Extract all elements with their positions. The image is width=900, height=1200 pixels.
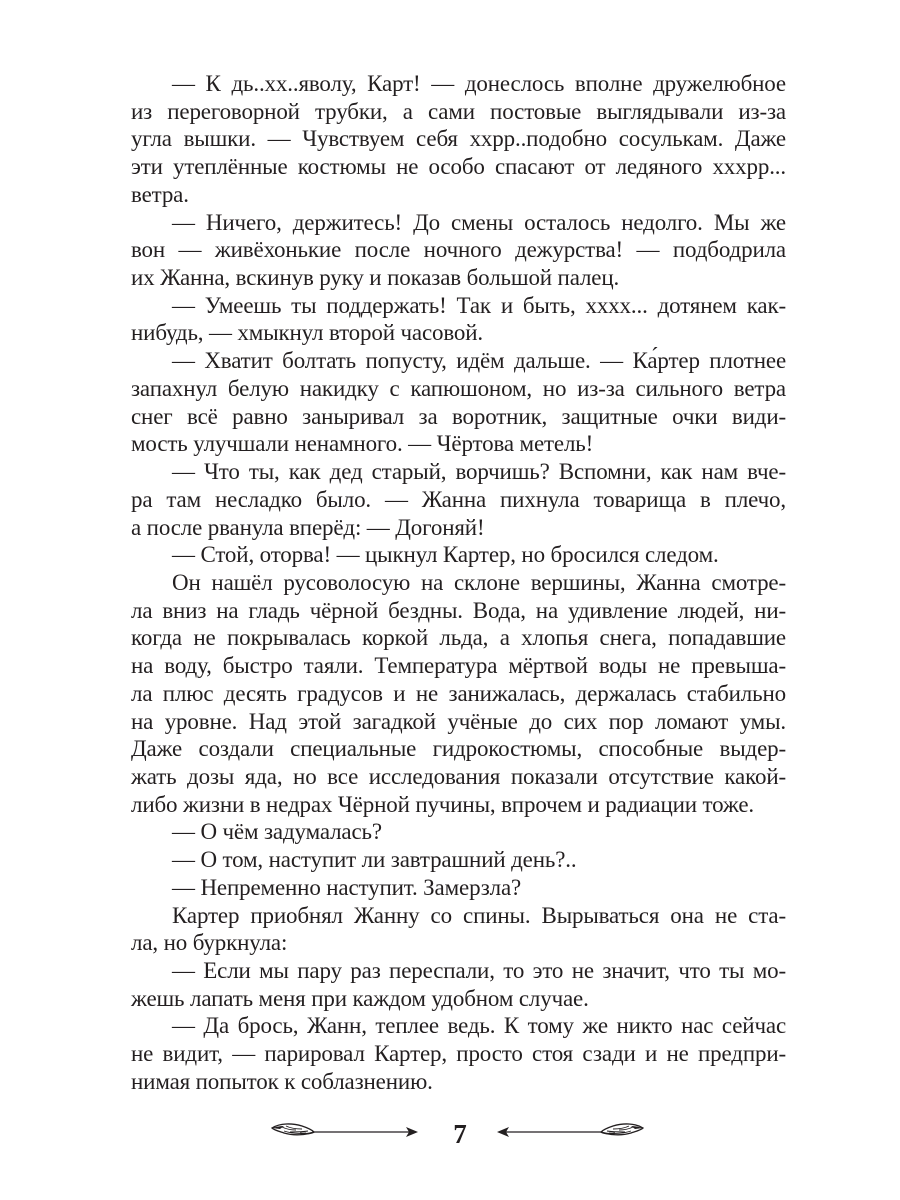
text-line: — Хватит болтать попусту, идём дальше. — Ка́ртер плотнее bbox=[172, 348, 786, 374]
text-line: — Если мы пару раз переспали, то это не значит, что ты мо- bbox=[172, 958, 786, 983]
text-line: а после рванула вперёд: — Догоняй! bbox=[131, 514, 485, 540]
text-line: ла, но буркнула: bbox=[131, 930, 288, 956]
text-line: — Умеешь ты поддержать! Так и быть, хххх... дотянем как- bbox=[172, 292, 786, 318]
text-line: — Стой, оторва! — цыкнул Картер, но бросился следом. bbox=[172, 542, 719, 568]
text-line: угла вышки. — Чувствуем себя ххрр..подобно сосулькам. Даже bbox=[131, 126, 786, 152]
text-line: их Жанна, вскинув руку и показав большой палец. bbox=[131, 265, 620, 291]
text-line: эти утеплённые костюмы не особо спасают от ледяного хххрр... bbox=[131, 154, 786, 180]
page-number: 7 bbox=[453, 1119, 467, 1149]
text-line: ветра. bbox=[131, 181, 189, 207]
body-text bbox=[131, 70, 786, 1096]
feather-arrow-left-icon bbox=[495, 1120, 645, 1142]
text-line: нибудь, — хмыкнул второй часовой. bbox=[131, 320, 484, 346]
text-line: — Непременно наступит. Замерзла? bbox=[172, 874, 522, 900]
text-line: ра там несладко было. — Жанна пихнула товарища в плечо, bbox=[131, 486, 786, 512]
text-line: жешь лапать меня при каждом удобном случае. bbox=[131, 985, 589, 1011]
page-footer bbox=[0, 1112, 900, 1160]
text-line: либо жизни в недрах Чёрной пучины, впрочем и радиации тоже. bbox=[131, 791, 755, 817]
text-line: вон — живёхонькие после ночного дежурства! — подбодрила bbox=[131, 237, 786, 263]
text-line: — К дь..хх..яволу, Карт! — донеслось вполне дружелюбное bbox=[172, 71, 786, 96]
text-line: ла плюс десять градусов и не занижалась, держалась стабильно bbox=[131, 680, 786, 706]
text-line: запахнул белую накидку с капюшоном, но из-за сильного ветра bbox=[131, 375, 786, 401]
text-line: жать дозы яда, но все исследования показали отсутствие какой- bbox=[131, 763, 786, 789]
text-line: — О чём задумалась? bbox=[172, 819, 382, 845]
text-line: — Что ты, как дед старый, ворчишь? Вспомни, как нам вче- bbox=[172, 459, 786, 485]
text-line: мость улучшали ненамного. — Чёртова метель! bbox=[131, 431, 594, 457]
text-line: на уровне. Над этой загадкой учёные до сих пор ломают умы. bbox=[131, 708, 786, 734]
text-line: — Да брось, Жанн, теплее ведь. К тому же никто нас сейчас bbox=[172, 1013, 786, 1039]
text-line: Он нашёл русоволосую на склоне вершины, Жанна смотре- bbox=[172, 569, 786, 595]
text-line: на воду, быстро таяли. Температура мёртвой воды не превыша- bbox=[131, 653, 786, 679]
text-line: — О том, наступит ли завтрашний день?.. bbox=[172, 847, 577, 873]
text-line: когда не покрывалась коркой льда, а хлопья снега, попадавшие bbox=[131, 625, 786, 651]
text-line: — Ничего, держитесь! До смены осталось недолго. Мы же bbox=[172, 209, 786, 235]
text-line: Даже создали специальные гидрокостюмы, способные выдер- bbox=[131, 736, 786, 762]
text-line: нимая попыток к соблазнению. bbox=[131, 1068, 433, 1094]
text-line: ла вниз на гладь чёрной бездны. Вода, на удивление людей, ни- bbox=[131, 597, 786, 623]
text-line: снег всё равно заныривал за воротник, защитные очки види- bbox=[131, 403, 786, 429]
text-line: из переговорной трубки, а сами постовые выглядывали из-за bbox=[131, 98, 786, 124]
text-line: Картер приобнял Жанну со спины. Вырываться она не ста- bbox=[172, 902, 786, 928]
feather-arrow-right-icon bbox=[270, 1120, 420, 1142]
text-line: не видит, — парировал Картер, просто стоя сзади и не предпри- bbox=[131, 1041, 786, 1067]
